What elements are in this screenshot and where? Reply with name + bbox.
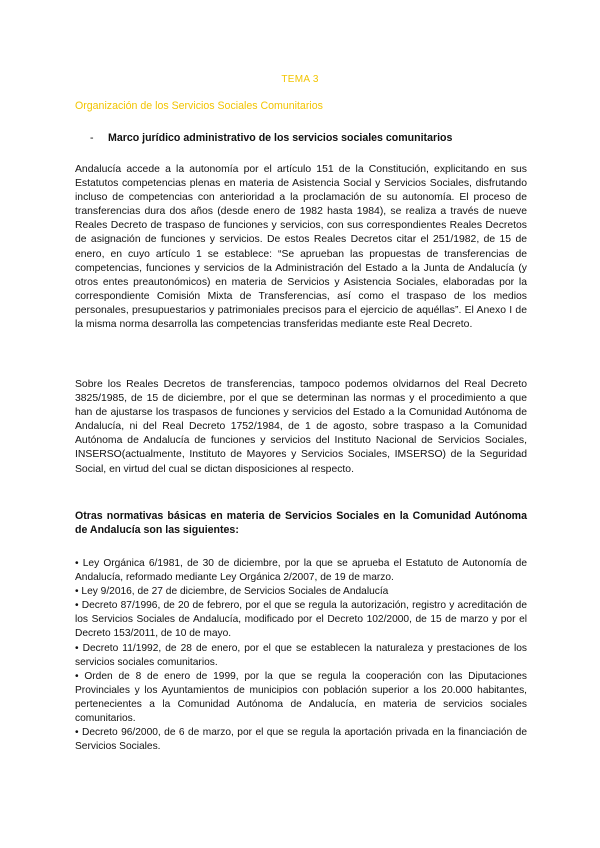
paragraph: Andalucía accede a la autonomía por el artículo 151 de la Constitución, explicitando en sus Estatutos competencias plenas en materia de Asistencia Social y Servicios Sociales, disfrutando incluso de competencias con anterioridad a la proclamación de su autonomía. El proceso de transferencias dura dos años (desde enero de 1982 hasta 1984), se realiza a través de nueve Reales Decreto de traspaso de funciones y servicios, con sus correspondientes Reales Decretos de asignación de funciones y servicios. De estos Reales Decretos citar el 251/1982, de 15 de enero, en cuyo artículo 1 se establece: “Se aprueban las propuestas de transferencias de competencias, funciones y servicios de la Administración del Estado a la Junta de Andalucía (y otros entes preautonómicos) en materia de Servicios y Asistencia Sociales, elaboradas por la correspondiente Comisión Mixta de Transferencias, así como el traspaso de los medios personales, presupuestarios y patrimoniales precisos para el ejercicio de aquéllas”. El Anexo I de la misma norma desarrolla las competencias transferidas mediante este Real Decreto. [75,164,527,331]
list-item: • Ley Orgánica 6/1981, de 30 de diciembre, por la que se aprueba el Estatuto de Autonomía de Andalucía, reformado mediante Ley Orgánica 2/2007, de 19 de marzo. [75,558,527,584]
list-item: • Decreto 87/1996, de 20 de febrero, por el que se regula la autorización, registro y acreditación de los Servicios Sociales de Andalucía, modificado por el Decreto 102/2000, de 15 de marzo y por el Decreto 153/2011, de 10 de mayo. [75,600,527,640]
list-item: • Decreto 11/1992, de 28 de enero, por el que se establecen la naturaleza y prestaciones de los servicios sociales comunitarios. [75,642,527,668]
list-heading: Otras normativas básicas en materia de Servicios Sociales en la Comunidad Autónoma de Andalucía son las siguientes: [75,510,527,537]
list-item: • Ley 9/2016, de 27 de diciembre, de Servicios Sociales de Andalucía [75,586,389,598]
regulations-list [75,557,527,754]
list-item: • Decreto 96/2000, de 6 de marzo, por el que se regula la aportación privada en la financiación de Servicios Sociales. [75,727,527,753]
subheading-text: Marco jurídico administrativo de los servicios sociales comunitarios [108,132,453,144]
subheading-bullet: - [90,132,94,144]
subheading [90,132,452,144]
list-item: • Orden de 8 de enero de 1999, por la que se regula la cooperación con las Diputaciones Provinciales y los Ayuntamientos de municipios con población superior a los 20.000 habitantes, pertenecientes a la Comunidad Autónoma de Andalucía, en materia de servicios sociales comunitarios. [75,670,527,725]
section-title: Organización de los Servicios Sociales Comunitarios [75,100,323,112]
paragraph: Sobre los Reales Decretos de transferencias, tampoco podemos olvidarnos del Real Decreto 3825/1985, de 15 de diciembre, por el que se determinan las normas y el procedimiento a que han de ajustarse los traspasos de funciones y servicios del Estado a la Comunidad Autónoma de Andalucía, ni del Real Decreto 1752/1984, de 1 de agosto, sobre traspaso a la Comunidad Autónoma de Andalucía de funciones y servicios del Instituto Nacional de Servicios Sociales, INSERSO(actualmente, Instituto de Mayores y Servicios Sociales, IMSERSO) de la Seguridad Social, en virtud del cual se dictan disposiciones al respecto. [75,379,527,475]
topic-number: TEMA 3 [281,74,319,85]
